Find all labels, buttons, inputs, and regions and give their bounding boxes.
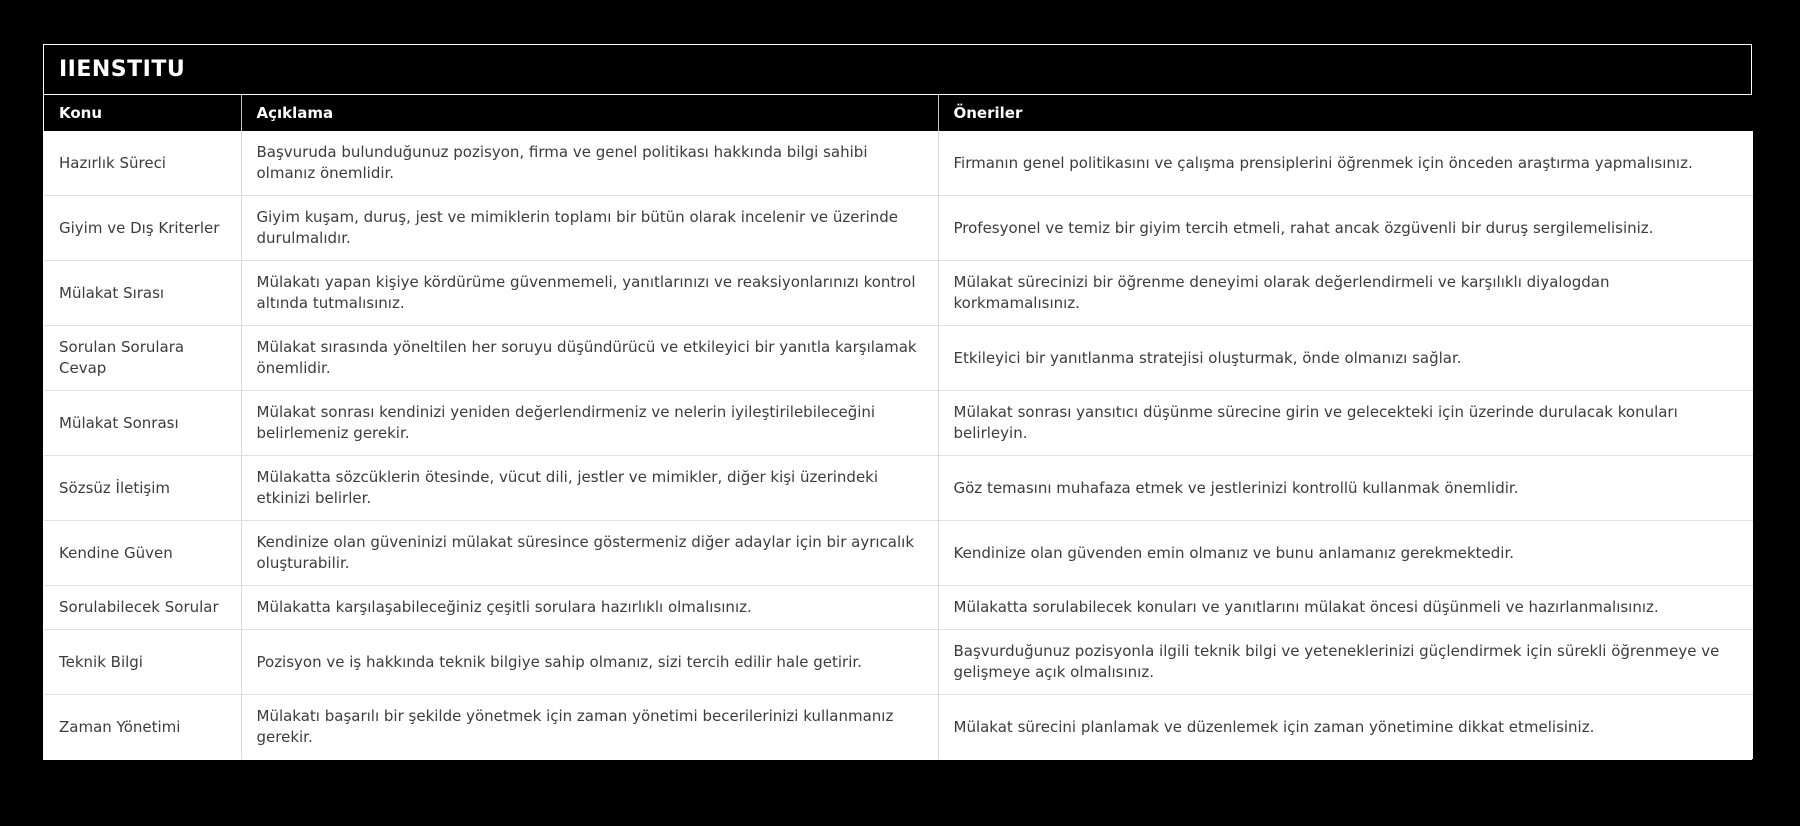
cell-oneriler: Göz temasını muhafaza etmek ve jestlerinizi kontrollü kullanmak önemlidir. (938, 456, 1753, 521)
table-row (44, 521, 1753, 586)
cell-konu: Hazırlık Süreci (44, 131, 241, 196)
column-header-oneriler: Öneriler (938, 95, 1753, 131)
table-row (44, 196, 1753, 261)
cell-oneriler: Mülakat sonrası yansıtıcı düşünme sürecine girin ve gelecekteki için üzerinde durulacak konuları belirleyin. (938, 391, 1753, 456)
table-row (44, 131, 1753, 196)
cell-aciklama: Başvuruda bulunduğunuz pozisyon, firma ve genel politikası hakkında bilgi sahibi olmanız önemlidir. (241, 131, 938, 196)
table-row (44, 630, 1753, 695)
table-row (44, 391, 1753, 456)
cell-aciklama: Mülakatı başarılı bir şekilde yönetmek için zaman yönetimi becerilerinizi kullanmanız gerekir. (241, 695, 938, 760)
table-row (44, 261, 1753, 326)
cell-konu: Mülakat Sonrası (44, 391, 241, 456)
cell-oneriler: Kendinize olan güvenden emin olmanız ve bunu anlamanız gerekmektedir. (938, 521, 1753, 586)
cell-konu: Teknik Bilgi (44, 630, 241, 695)
table-header-row (44, 95, 1753, 131)
cell-konu: Kendine Güven (44, 521, 241, 586)
title-bar (44, 45, 1751, 95)
cell-aciklama: Kendinize olan güveninizi mülakat süresince göstermeniz diğer adaylar için bir ayrıcalık oluşturabilir. (241, 521, 938, 586)
column-header-aciklama: Açıklama (241, 95, 938, 131)
cell-aciklama: Mülakatta sözcüklerin ötesinde, vücut dili, jestler ve mimikler, diğer kişi üzerindeki etkinizi belirler. (241, 456, 938, 521)
content-table-container (43, 44, 1752, 760)
cell-aciklama: Mülakat sırasında yöneltilen her soruyu düşündürücü ve etkileyici bir yanıtla karşılamak önemlidir. (241, 326, 938, 391)
cell-oneriler: Başvurduğunuz pozisyonla ilgili teknik bilgi ve yeteneklerinizi güçlendirmek için sürekli öğrenmeye ve gelişmeye açık olmalısınız. (938, 630, 1753, 695)
table-row (44, 695, 1753, 760)
cell-aciklama: Mülakatı yapan kişiye kördürüme güvenmemeli, yanıtlarınızı ve reaksiyonlarınızı kontrol altında tutmalısınız. (241, 261, 938, 326)
table-row (44, 586, 1753, 630)
cell-aciklama: Giyim kuşam, duruş, jest ve mimiklerin toplamı bir bütün olarak incelenir ve üzerinde durulmalıdır. (241, 196, 938, 261)
cell-oneriler: Mülakat sürecini planlamak ve düzenlemek için zaman yönetimine dikkat etmelisiniz. (938, 695, 1753, 760)
cell-oneriler: Firmanın genel politikasını ve çalışma prensiplerini öğrenmek için önceden araştırma yapmalısınız. (938, 131, 1753, 196)
cell-konu: Sorulan Sorulara Cevap (44, 326, 241, 391)
cell-aciklama: Pozisyon ve iş hakkında teknik bilgiye sahip olmanız, sizi tercih edilir hale getirir. (241, 630, 938, 695)
cell-oneriler: Profesyonel ve temiz bir giyim tercih etmeli, rahat ancak özgüvenli bir duruş sergilemelisiniz. (938, 196, 1753, 261)
cell-konu: Sözsüz İletişim (44, 456, 241, 521)
cell-konu: Mülakat Sırası (44, 261, 241, 326)
column-header-konu: Konu (44, 95, 241, 131)
interview-tips-table (44, 95, 1753, 759)
cell-konu: Sorulabilecek Sorular (44, 586, 241, 630)
cell-oneriler: Mülakat sürecinizi bir öğrenme deneyimi olarak değerlendirmeli ve karşılıklı diyalogdan korkmamalısınız. (938, 261, 1753, 326)
table-row (44, 456, 1753, 521)
cell-konu: Zaman Yönetimi (44, 695, 241, 760)
cell-aciklama: Mülakatta karşılaşabileceğiniz çeşitli sorulara hazırlıklı olmalısınız. (241, 586, 938, 630)
cell-konu: Giyim ve Dış Kriterler (44, 196, 241, 261)
cell-oneriler: Mülakatta sorulabilecek konuları ve yanıtlarını mülakat öncesi düşünmeli ve hazırlanmalısınız. (938, 586, 1753, 630)
page-title: IIENSTITU (59, 57, 186, 82)
cell-oneriler: Etkileyici bir yanıtlanma stratejisi oluşturmak, önde olmanızı sağlar. (938, 326, 1753, 391)
table-row (44, 326, 1753, 391)
cell-aciklama: Mülakat sonrası kendinizi yeniden değerlendirmeniz ve nelerin iyileştirilebileceğini belirlemeniz gerekir. (241, 391, 938, 456)
